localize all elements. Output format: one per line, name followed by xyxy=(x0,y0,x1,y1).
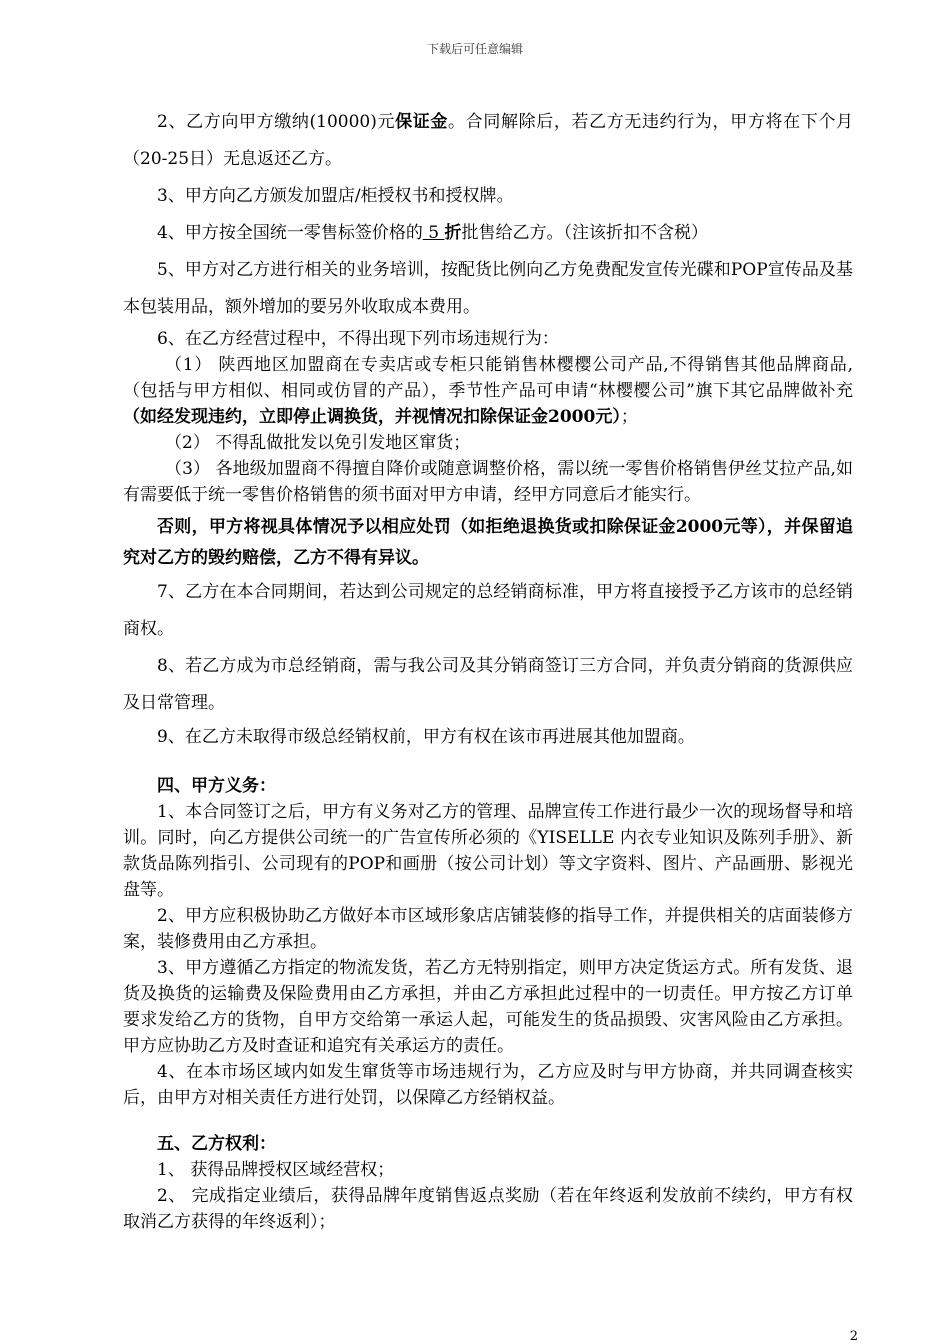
clause-violations: 6、在乙方经营过程中，不得出现下列市场违规行为： xyxy=(157,329,559,349)
clause-training: 5、甲方对乙方进行相关的业务培训，按配货比例向乙方免费配发宣传光碟和POP宣传品及基本包装用品，额外增加的要另外收取成本费用。 xyxy=(123,260,853,317)
discount-value: 5 xyxy=(422,223,445,243)
right-2: 2、 完成指定业绩后，获得品牌年度销售返点奖励（若在年终返利发放前不续约，甲方有权取消乙方获得的年终返利）； xyxy=(123,1186,853,1232)
clause-expansion: 9、在乙方未取得市级总经销权前，甲方有权在该市再进展其他加盟商。 xyxy=(157,727,695,747)
clause-text: 4、甲方按全国统一零售标签价格的 xyxy=(157,223,423,243)
obligation-1: 1、本合同签订之后，甲方有义务对乙方的管理、品牌宣传工作进行最少一次的现场督导和培训。同时，向乙方提供公司统一的广告宣传所必须的《YISELLE 内衣专业知识及陈列手册》、新款货品陈列指引、公司现有的POP和画册（按公司计划）等文字资料、图片、产品画册、影视光盘等。 xyxy=(123,802,853,900)
violation-item-3: （3） 各地级加盟商不得擅自降价或随意调整价格，需以统一零售价格销售伊丝艾拉产品,如有需要低于统一零售价格销售的须书面对甲方申请，经甲方同意后才能实行。 xyxy=(123,459,853,505)
page-header: 下载后可任意编辑 xyxy=(426,42,523,56)
clause-text: 2、乙方向甲方缴纳(10000)元 xyxy=(157,112,396,132)
clause-deposit xyxy=(123,104,853,178)
clause-text: 。合同解除后，若乙方无违约行为，甲方将在下个月（20-25日）无息返还乙方。 xyxy=(123,112,853,169)
clause-general-distributor: 7、乙方在本合同期间，若达到公司规定的总经销商标准，甲方将直接授予乙方该市的总经销商权。 xyxy=(123,582,853,639)
violation-item-2: （2） 不得乱做批发以免引发地区窜货； xyxy=(165,433,471,453)
clause-distribution: 8、若乙方成为市总经销商，需与我公司及其分销商签订三方合同，并负责分销商的货源供应及日常管理。 xyxy=(123,656,853,713)
clause-text: ； xyxy=(620,407,638,427)
penalty-clause: 否则，甲方将视具体情况予以相应处罚（如拒绝退换货或扣除保证金2000元等），并保留追究对乙方的毁约赔偿，乙方不得有异议。 xyxy=(123,517,853,568)
obligation-4: 4、在本市场区域内如发生窜货等市场违规行为，乙方应及时与甲方协商，并共同调查核实后，由甲方对相关责任方进行处罚，以保障乙方经销权益。 xyxy=(123,1062,853,1108)
section-title-party-a-obligations: 四、甲方义务： xyxy=(157,776,276,796)
page-number: 2 xyxy=(849,1329,858,1344)
obligation-3: 3、甲方遵循乙方指定的物流发货，若乙方无特别指定，则甲方决定货运方式。所有发货、退货及换货的运输费及保险费用由乙方承担，并由乙方承担此过程中的一切责任。甲方按乙方订单要求发给乙方的货物，自甲方交给第一承运人起，可能发生的货品损毁、灾害风险由乙方承担。甲方应协助乙方及时查证和追究有关承运方的责任。 xyxy=(123,958,853,1056)
penalty-note: （如经发现违约，立即停止调换货，并视情况扣除保证金2000元） xyxy=(123,407,621,427)
obligation-2: 2、甲方应积极协助乙方做好本市区域形象店店铺装修的指导工作，并提供相关的店面装修方案，装修费用由乙方承担。 xyxy=(123,906,853,952)
violation-item-1 xyxy=(123,352,853,430)
right-1: 1、 获得品牌授权区域经营权； xyxy=(157,1160,395,1180)
clause-text: （1） 陕西地区加盟商在专卖店或专柜只能销售林樱樱公司产品,不得销售其他品牌商品,（包括与甲方相似、相同或仿冒的产品），季节性产品可申请“林樱樱公司”旗下其它品牌做补充 xyxy=(123,355,853,401)
clause-authorization: 3、甲方向乙方颁发加盟店/柜授权书和授权牌。 xyxy=(157,186,514,206)
clause-text: 批售给乙方。（注该折扣不含税） xyxy=(461,223,708,243)
section-title-party-b-rights: 五、乙方权利： xyxy=(157,1134,276,1154)
document-body xyxy=(123,104,853,1235)
clause-discount xyxy=(123,215,853,252)
deposit-term: 保证金 xyxy=(395,112,449,132)
discount-unit: 折 xyxy=(444,223,462,243)
